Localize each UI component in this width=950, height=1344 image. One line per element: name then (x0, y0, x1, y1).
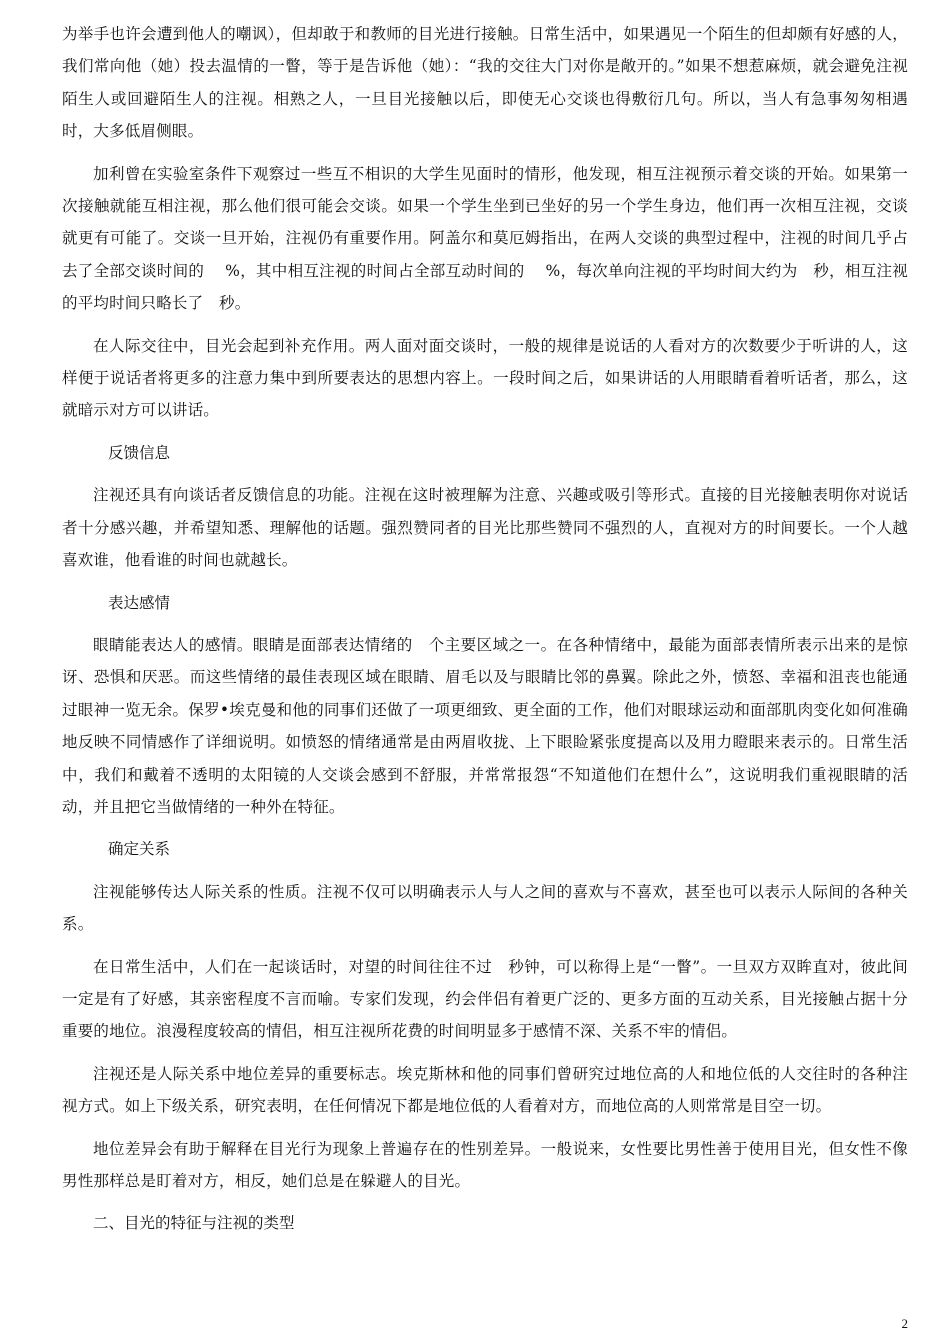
paragraph-2: 加利曾在实验室条件下观察过一些互不相识的大学生见面时的情形，他发现，相互注视预示着交谈的开始。如果第一次接触就能互相注视，那么他们很可能会交谈。如果一个学生坐到已坐好的另一个学生身边，他们再一次相互注视，交谈就更有可能了。交谈一旦开始，注视仍有重要作用。阿盖尔和莫厄姆指出，在两人交谈的典型过程中，注视的时间几乎占去了全部交谈时间的 %，其中相互注视的时间占全部互动时间的 %，每次单向注视的平均时间大约为 秒，相互注视的平均时间只略长了 秒。 (62, 164, 908, 313)
subheading-relationship: 确定关系 (108, 840, 171, 859)
paragraph-8: 注视还是人际关系中地位差异的重要标志。埃克斯林和他的同事们曾研究过地位高的人和地位低的人交往时的各种注视方式。如上下级关系，研究表明，在任何情况下都是地位低的人看着对方，而地位高的人则常常是目空一切。 (62, 1064, 908, 1116)
paragraph-9: 地位差异会有助于解释在目光行为现象上普遍存在的性别差异。一般说来，女性要比男性善于使用目光，但女性不像男性那样总是盯着对方，相反，她们总是在躲避人的目光。 (62, 1139, 908, 1190)
paragraph-1: 为举手也许会遭到他人的嘲讽），但却敢于和教师的目光进行接触。日常生活中，如果遇见一个陌生的但却颇有好感的人，我们常向他（她）投去温情的一瞥，等于是告诉他（她）：“我的交往大门对你是敞开的。”如果不想惹麻烦，就会避免注视陌生人或回避陌生人的注视。相熟之人，一旦目光接触以后，即使无心交谈也得敷衍几句。所以，当人有急事匆匆相遇时，大多低眉侧眼。 (62, 25, 908, 141)
section-heading-2: 二、目光的特征与注视的类型 (93, 1214, 295, 1233)
paragraph-6: 注视能够传达人际关系的性质。注视不仅可以明确表示人与人之间的喜欢与不喜欢，甚至也可以表示人际间的各种关系。 (62, 882, 908, 934)
paragraph-4: 注视还具有向谈话者反馈信息的功能。注视在这时被理解为注意、兴趣或吸引等形式。直接的目光接触表明你对说话者十分感兴趣，并希望知悉、理解他的话题。强烈赞同者的目光比那些赞同不强烈的人，直视对方的时间要长。一个人越喜欢谁，他看谁的时间也就越长。 (62, 486, 908, 570)
page-number: 2 (901, 1316, 908, 1331)
subheading-feedback: 反馈信息 (108, 443, 171, 462)
subheading-emotion: 表达感情 (108, 593, 171, 612)
paragraph-5: 眼睛能表达人的感情。眼睛是面部表达情绪的 个主要区域之一。在各种情绪中，最能为面部表情所表示出来的是惊讶、恐惧和厌恶。而这些情绪的最佳表现区域在眼睛、眉毛以及与眼睛比邻的鼻翼。除此之外，愤怒、幸福和沮丧也能通过眼神一览无余。保罗•埃克曼和他的同事们还做了一项更细致、更全面的工作，他们对眼球运动和面部肌肉变化如何准确地反映不同情感作了详细说明。如愤怒的情绪通常是由两眉收拢、上下眼睑紧张度提高以及用力瞪眼来表示的。日常生活中，我们和戴着不透明的太阳镜的人交谈会感到不舒服，并常常报怨“不知道他们在想什么”，这说明我们重视眼睛的活动，并且把它当做情绪的一种外在特征。 (62, 635, 908, 816)
paragraph-3: 在人际交往中，目光会起到补充作用。两人面对面交谈时，一般的规律是说话的人看对方的次数要少于听讲的人，这样便于说话者将更多的注意力集中到所要表达的思想内容上。一段时间之后，如果讲话的人用眼睛看着听话者，那么，这就暗示对方可以讲话。 (62, 336, 908, 420)
document-page (62, 18, 908, 1240)
paragraph-7: 在日常生活中，人们在一起谈话时，对望的时间往往不过 秒钟，可以称得上是“一瞥”。一旦双方双眸直对，彼此间一定是有了好感，其亲密程度不言而喻。专家们发现，约会伴侣有着更广泛的、更多方面的互动关系，目光接触占据十分重要的地位。浪漫程度较高的情侣，相互注视所花费的时间明显多于感情不深、关系不牢的情侣。 (62, 957, 908, 1041)
